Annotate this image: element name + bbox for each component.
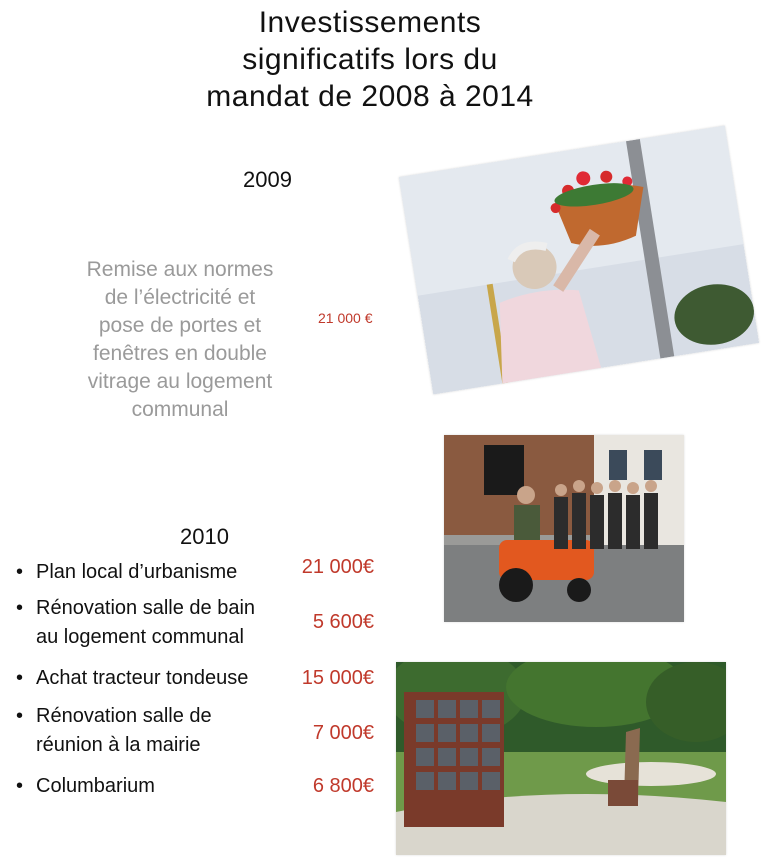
item-label (36, 664, 296, 693)
title-line-1: Investissements (258, 6, 482, 39)
description-2009-line: communal (131, 398, 229, 421)
title-line-2: significatifs lors du (242, 43, 498, 76)
description-2009-line: pose de portes et (98, 314, 262, 337)
item-amount: 6 800€ (312, 775, 374, 797)
item-amount: 7 000€ (312, 722, 374, 744)
description-2009-line: fenêtres en double (93, 342, 267, 365)
item-label-line: Rénovation salle de bain (36, 597, 256, 619)
item-label-line: au logement communal (36, 626, 244, 648)
bullet-icon: • (16, 561, 24, 583)
list-item (16, 664, 396, 696)
item-label-line: Columbarium (36, 775, 155, 797)
item-label (36, 772, 296, 801)
item-label-line: réunion à la mairie (36, 734, 201, 756)
description-2009-line: Remise aux normes (86, 258, 274, 281)
bullet-icon: • (16, 667, 24, 689)
year-2010-heading: 2010 (180, 524, 229, 549)
item-label (36, 594, 296, 652)
photo-lawn-tractor-group (444, 435, 684, 622)
item-amount: 5 600€ (312, 611, 374, 633)
description-2009 (55, 256, 305, 424)
item-label (36, 702, 296, 760)
columbarium-illustration (396, 662, 726, 855)
list-item (16, 594, 396, 654)
description-2009-line: de l’électricité et (104, 286, 256, 309)
bullet-icon: • (16, 775, 24, 797)
item-label-line: Achat tracteur tondeuse (36, 667, 249, 689)
item-amount: 15 000€ (301, 667, 374, 689)
list-item (16, 772, 396, 804)
photo-columbarium (396, 662, 726, 855)
tractor-illustration (444, 435, 684, 622)
bullet-icon: • (16, 705, 24, 727)
description-2009-line: vitrage au logement (87, 370, 273, 393)
item-label-line: Plan local d’urbanisme (36, 561, 238, 583)
list-item (16, 702, 396, 762)
year-2009-heading: 2009 (243, 167, 292, 192)
title-line-3: mandat de 2008 à 2014 (206, 80, 534, 113)
item-amount: 21 000€ (301, 556, 374, 578)
item-label (36, 558, 296, 587)
page-title (130, 4, 610, 115)
flower-basket-illustration (399, 126, 759, 395)
list-item (16, 558, 396, 590)
photo-flower-basket (399, 126, 759, 395)
item-label-line: Rénovation salle de (36, 705, 212, 727)
amount-2009: 21 000 € (318, 310, 373, 326)
bullet-icon: • (16, 597, 24, 619)
